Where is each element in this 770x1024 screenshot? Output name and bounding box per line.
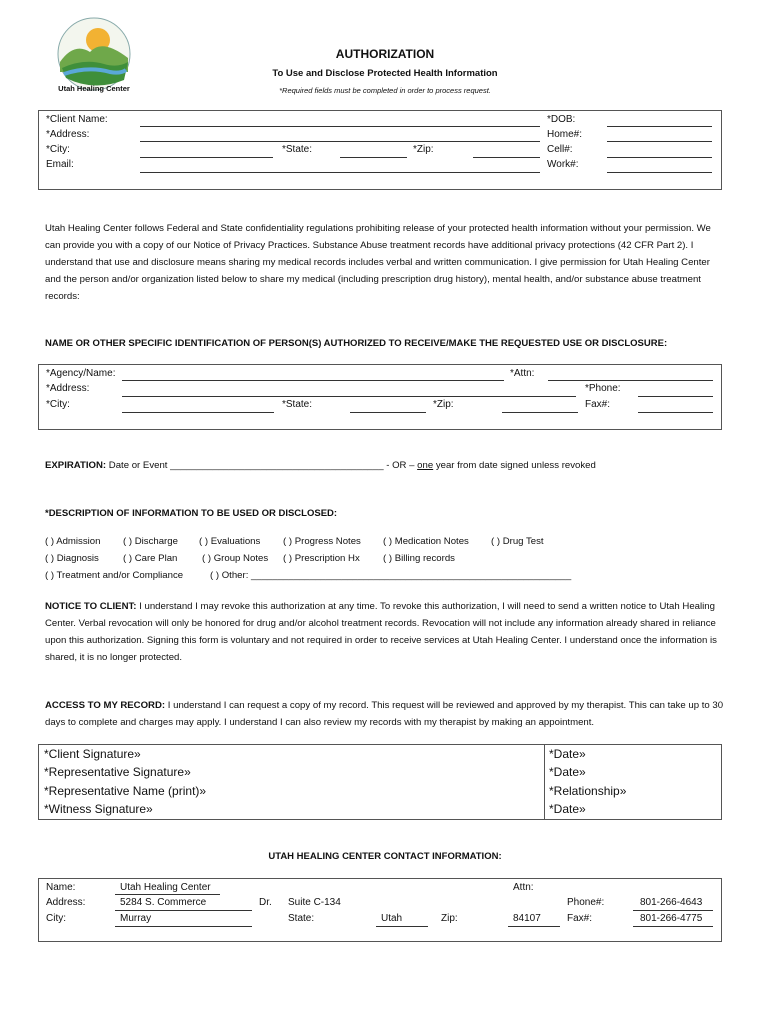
witness-signature-field[interactable]: *Witness Signature»	[44, 802, 153, 816]
contact-name-label: Name:	[46, 882, 76, 893]
option-other[interactable]: ( ) Other: ____________________________________________________________	[210, 570, 572, 581]
recipient-attn-label: *Attn:	[510, 368, 535, 379]
contact-attn-label: Attn:	[513, 882, 534, 893]
witness-date-field[interactable]: *Date»	[549, 802, 586, 816]
notice-label: NOTICE TO CLIENT:	[45, 601, 137, 612]
signature-divider	[544, 744, 545, 820]
contact-state-line	[376, 926, 428, 927]
contact-name-line	[115, 894, 220, 895]
option-diagnosis[interactable]: ( ) Diagnosis	[45, 553, 99, 564]
recipient-state-field[interactable]	[350, 412, 426, 413]
client-cell-field[interactable]	[607, 157, 712, 158]
client-home-field[interactable]	[607, 141, 712, 142]
recipient-fax-label: Fax#:	[585, 399, 611, 410]
recipient-address-label: *Address:	[46, 383, 90, 394]
notice-text: I understand I may revoke this authorization at any time. To revoke this authorization, I will need to send a written notice to Utah Healing Center. Verbal revocation will only be honored for drug and/or alcohol treatment records. Revocation will not include any information already shared in reliance upon this authorization. Signing this form is voluntary and not required in order to receive services at Utah Healing Center. I understand once the information is shared, it is no longer protected.	[45, 601, 717, 663]
contact-zip-line	[508, 926, 560, 927]
representative-signature-field[interactable]: *Representative Signature»	[44, 765, 191, 779]
contact-fax-line	[633, 926, 713, 927]
client-state-field[interactable]	[340, 157, 407, 158]
client-name-label: *Client Name:	[46, 114, 108, 125]
option-drug-test[interactable]: ( ) Drug Test	[491, 536, 544, 547]
recipient-city-field[interactable]	[122, 412, 274, 413]
page-subtitle: To Use and Disclose Protected Health Information	[272, 68, 498, 79]
contact-address-label: Address:	[46, 897, 86, 908]
client-email-label: Email:	[46, 159, 74, 170]
contact-street-value: 5284 S. Commerce	[120, 897, 207, 908]
client-zip-label: *Zip:	[413, 144, 434, 155]
option-care-plan[interactable]: ( ) Care Plan	[123, 553, 178, 564]
contact-heading: UTAH HEALING CENTER CONTACT INFORMATION:	[268, 851, 502, 862]
description-heading: *DESCRIPTION OF INFORMATION TO BE USED OR DISCLOSED:	[45, 508, 338, 519]
client-work-label: Work#:	[547, 159, 579, 170]
contact-phone-value: 801-266-4643	[640, 897, 703, 908]
expiration-one: one	[417, 460, 434, 471]
contact-street-line	[115, 910, 252, 911]
required-note: *Required fields must be completed in order to process request.	[279, 86, 491, 95]
option-discharge[interactable]: ( ) Discharge	[123, 536, 178, 547]
representative-date-field[interactable]: *Date»	[549, 765, 586, 779]
access-label: ACCESS TO MY RECORD:	[45, 700, 166, 711]
contact-city-value: Murray	[120, 913, 152, 924]
recipient-phone-label: *Phone:	[585, 383, 621, 394]
option-medication-notes[interactable]: ( ) Medication Notes	[383, 536, 469, 547]
option-treatment-compliance[interactable]: ( ) Treatment and/or Compliance	[45, 570, 184, 581]
expiration-line	[45, 460, 596, 471]
client-cell-label: Cell#:	[547, 144, 573, 155]
client-city-label: *City:	[46, 144, 70, 155]
recipient-attn-field[interactable]	[548, 380, 713, 381]
client-dob-label: *DOB:	[547, 114, 576, 125]
relationship-field[interactable]: *Relationship»	[549, 784, 627, 798]
recipient-heading: NAME OR OTHER SPECIFIC IDENTIFICATION OF PERSON(S) AUTHORIZED TO RECEIVE/MAKE THE REQUESTED USE OR DISCLOSURE:	[45, 338, 668, 349]
client-city-field[interactable]	[140, 157, 273, 158]
client-work-field[interactable]	[607, 172, 712, 173]
option-group-notes[interactable]: ( ) Group Notes	[202, 553, 269, 564]
recipient-zip-label: *Zip:	[433, 399, 454, 410]
contact-phone-label: Phone#:	[567, 897, 605, 908]
expiration-or: - OR –	[383, 460, 418, 471]
contact-state-label: State:	[288, 913, 315, 924]
contact-fax-label: Fax#:	[567, 913, 593, 924]
expiration-text-after: year from date signed unless revoked	[433, 460, 596, 471]
expiration-label: EXPIRATION:	[45, 460, 107, 471]
contact-city-label: City:	[46, 913, 66, 924]
option-admission[interactable]: ( ) Admission	[45, 536, 101, 547]
recipient-phone-field[interactable]	[638, 396, 713, 397]
recipient-zip-field[interactable]	[502, 412, 578, 413]
contact-city-line	[115, 926, 252, 927]
client-home-label: Home#:	[547, 129, 583, 140]
client-signature-field[interactable]: *Client Signature»	[44, 747, 141, 761]
client-state-label: *State:	[282, 144, 313, 155]
expiration-date-field[interactable]: ________________________________________	[170, 460, 384, 471]
client-address-label: *Address:	[46, 129, 90, 140]
client-zip-field[interactable]	[473, 157, 540, 158]
access-paragraph	[45, 697, 725, 731]
recipient-fax-field[interactable]	[638, 412, 713, 413]
page-title: AUTHORIZATION	[335, 47, 435, 61]
contact-street-suffix: Dr.	[259, 897, 272, 908]
recipient-address-field[interactable]	[122, 396, 576, 397]
recipient-city-label: *City:	[46, 399, 70, 410]
option-billing-records[interactable]: ( ) Billing records	[383, 553, 455, 564]
recipient-agency-field[interactable]	[122, 380, 504, 381]
contact-phone-line	[633, 910, 713, 911]
contact-suite-value: Suite C-134	[288, 897, 341, 908]
contact-zip-value: 84107	[513, 913, 541, 924]
client-dob-field[interactable]	[607, 126, 712, 127]
intro-paragraph: Utah Healing Center follows Federal and State confidentiality regulations prohibiting release of your protected health information without your permission. We can provide you with a copy of our Notice of Privacy Practices. Substance Abuse treatment records have additional privacy protections (42 CFR Part 2). I understand that use and disclosure means sharing my medical records includes verbal and written communication. I give permission for Utah Healing Center and the person and/or organization listed below to share my medical (including prescription drug history), mental health, and/or substance abuse treatment records:	[45, 223, 711, 302]
option-progress-notes[interactable]: ( ) Progress Notes	[283, 536, 361, 547]
contact-zip-label: Zip:	[441, 913, 458, 924]
option-prescription-hx[interactable]: ( ) Prescription Hx	[283, 553, 360, 564]
client-email-field[interactable]	[140, 172, 540, 173]
recipient-agency-label: *Agency/Name:	[46, 368, 116, 379]
access-text: I understand I can request a copy of my record. This request will be reviewed and approved by my therapist. This can take up to 30 days to complete and charges may apply. I understand I can also review my records with my therapist by making an appointment.	[45, 700, 724, 728]
contact-fax-value: 801-266-4775	[640, 913, 703, 924]
expiration-text-before: Date or Event	[106, 460, 171, 471]
client-info-box	[38, 110, 722, 190]
logo-org-name: Utah Healing Center	[58, 84, 130, 93]
contact-state-value: Utah	[381, 913, 403, 924]
contact-name-value: Utah Healing Center	[120, 882, 211, 893]
client-name-field[interactable]	[140, 126, 540, 127]
recipient-state-label: *State:	[282, 399, 313, 410]
notice-paragraph	[45, 598, 725, 666]
option-evaluations[interactable]: ( ) Evaluations	[199, 536, 261, 547]
client-address-field[interactable]	[140, 141, 540, 142]
representative-name-field[interactable]: *Representative Name (print)»	[44, 784, 207, 798]
client-date-field[interactable]: *Date»	[549, 747, 586, 761]
recipient-box	[38, 364, 722, 430]
